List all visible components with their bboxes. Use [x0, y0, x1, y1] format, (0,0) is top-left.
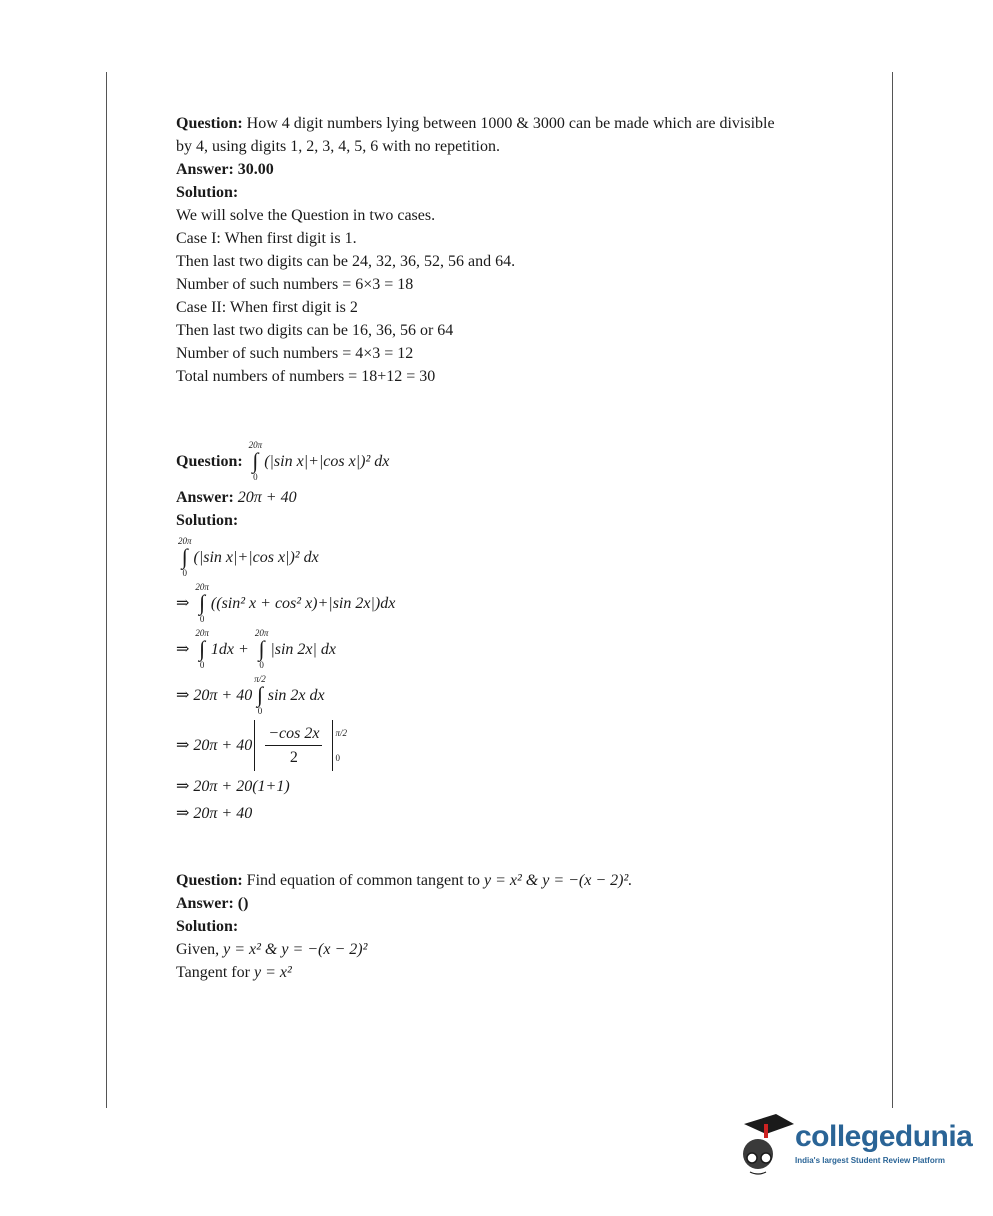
integral-sign: 20π ∫ 0 [248, 440, 263, 482]
q1-text-2: by 4, using digits 1, 2, 3, 4, 5, 6 with no repetition. [176, 138, 500, 155]
q2-answer-label: Answer: [176, 489, 234, 506]
q1-line: Total numbers of numbers = 18+12 = 30 [176, 368, 436, 385]
q2-step-1: 20π ∫ 0 (|sin x|+|cos x|)² dx [178, 536, 319, 578]
q2-step-4: ⇒ 20π + 40 π/2 ∫ 0 sin 2x dx [176, 674, 325, 716]
q1-answer: Answer: 30.00 [176, 161, 274, 178]
logo-name: collegedunia [795, 1120, 973, 1153]
logo-tagline: India's largest Student Review Platform [795, 1156, 945, 1165]
q1-text-1: How 4 digit numbers lying between 1000 & 3000 can be made which are divisible [246, 115, 775, 132]
q3-text: Find equation of common tangent to [246, 872, 480, 889]
q3-label: Question: [176, 872, 243, 889]
q3-tangent-label: Tangent for [176, 964, 250, 981]
q1-solution-label: Solution: [176, 184, 239, 201]
q2-step-3: ⇒ 20π ∫ 0 1dx + 20π ∫ 0 |sin 2x| dx [176, 628, 337, 670]
logo-text [795, 1120, 972, 1165]
q3-math: y = x² & y = −(x − 2)². [483, 872, 633, 889]
question-3 [176, 869, 836, 984]
q2-step-2: ⇒ 20π ∫ 0 ((sin² x + cos² x)+|sin 2x|)dx [176, 582, 396, 624]
question-1 [176, 112, 836, 388]
q2-label: Question: [176, 452, 243, 470]
q1-label: Question: [176, 115, 243, 132]
question-2 [176, 440, 836, 825]
q1-line: Then last two digits can be 24, 32, 36, 52, 56 and 64. [176, 253, 516, 270]
lower-limit: 0 [253, 472, 258, 482]
page-content [176, 112, 836, 984]
q3-tangent-math: y = x² [253, 964, 292, 981]
upper-limit: 20π [248, 440, 263, 450]
q2-solution-label: Solution: [176, 512, 239, 529]
q1-line: Number of such numbers = 6×3 = 18 [176, 276, 414, 293]
q1-line: Case II: When first digit is 2 [176, 299, 358, 316]
right-margin-rule [892, 72, 893, 1108]
q3-answer: Answer: () [176, 895, 249, 912]
left-margin-rule [106, 72, 107, 1108]
q2-step-6: ⇒ 20π + 20(1+1) [176, 778, 290, 795]
q3-solution-label: Solution: [176, 918, 239, 935]
q2-step-7: ⇒ 20π + 40 [176, 805, 253, 822]
q1-line: Number of such numbers = 4×3 = 12 [176, 345, 414, 362]
q2-integrand: (|sin x|+|cos x|)² dx [264, 452, 390, 470]
q1-line: Then last two digits can be 16, 36, 56 or 64 [176, 322, 454, 339]
q1-line: We will solve the Question in two cases. [176, 207, 436, 224]
q2-step-5: ⇒ 20π + 40 $\frac{-\cos 2x}{2}$ π/2 0 [176, 720, 836, 771]
q3-given-math: y = x² & y = −(x − 2)² [223, 941, 368, 958]
q1-line: Case I: When first digit is 1. [176, 230, 357, 247]
q3-given-label: Given, [176, 941, 220, 958]
q2-answer-value: 20π + 40 [237, 489, 297, 506]
